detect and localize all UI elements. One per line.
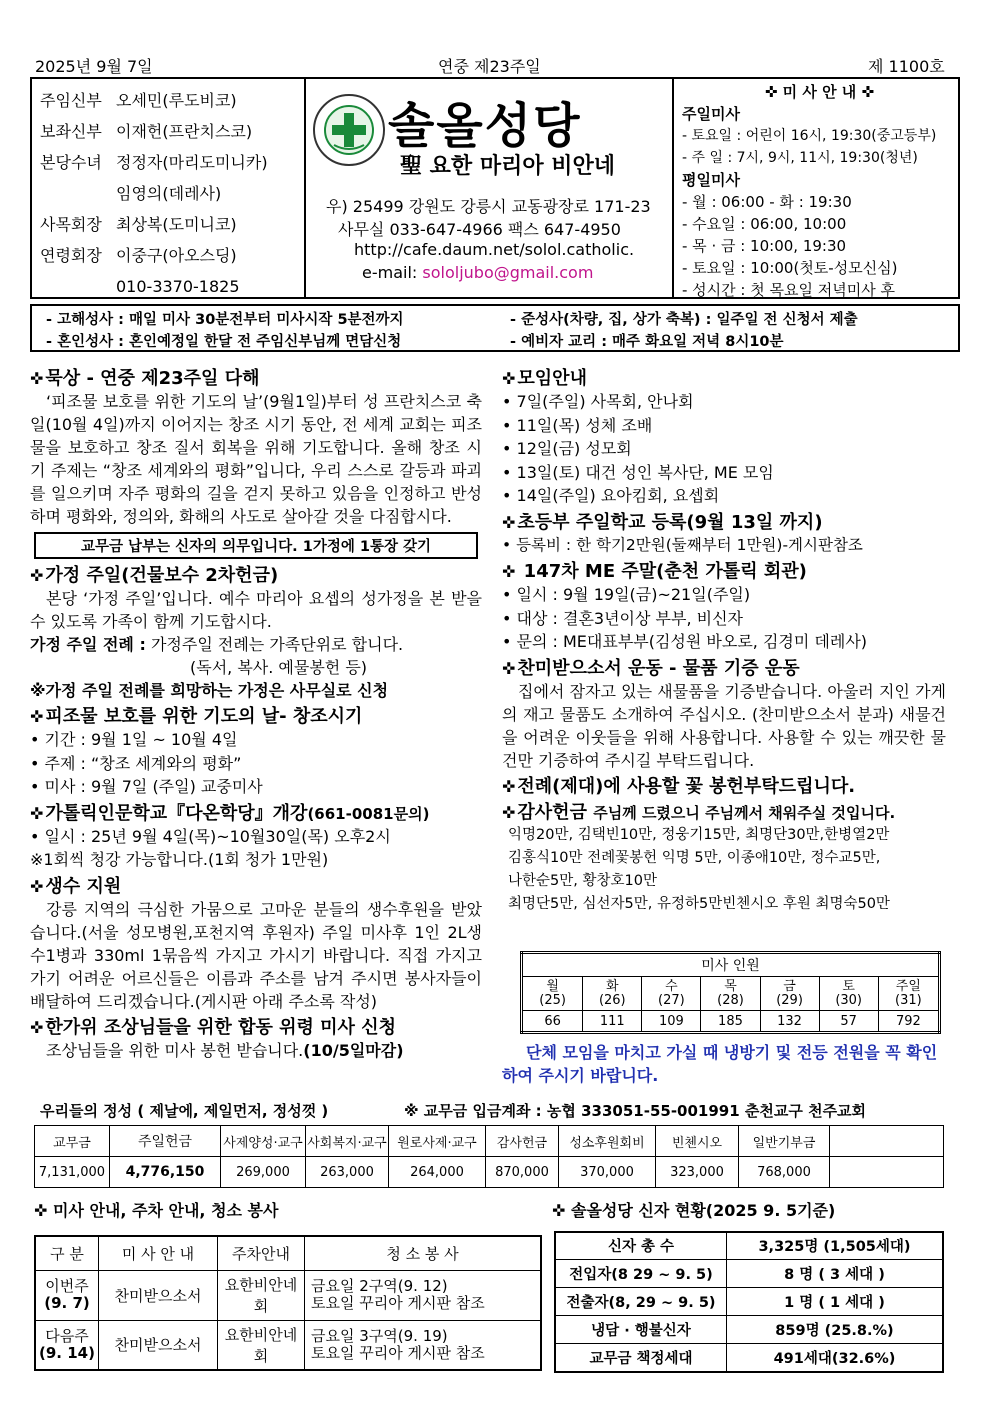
parish-seal-logo <box>312 93 386 167</box>
attendance-count: 792 <box>878 1011 939 1033</box>
sunday-school-title: 초등부 주일학교 등록(9월 13일 까지) <box>517 511 823 533</box>
creation-item: • 미사 : 9월 7일 (주일) 교중미사 <box>30 777 263 796</box>
members-label: 냉담 · 행불신자 <box>555 1315 727 1343</box>
hangawi-mass-text: 조상님들을 위한 미사 봉헌 받습니다. <box>46 1040 304 1060</box>
members-value: 8 명 ( 3 세대 ) <box>727 1259 944 1287</box>
offering-value: 263,000 <box>306 1157 389 1188</box>
mass-schedule <box>682 81 957 301</box>
service-parking: 요한비안네회 <box>218 1270 305 1320</box>
family-rite-text: 가정주일 전례는 가족단위로 합니다. <box>150 635 404 654</box>
offering-value: 323,000 <box>656 1157 739 1188</box>
weekday-mass-line: - 목 · 금 : 10:00, 19:30 <box>682 237 847 255</box>
attendance-count: 132 <box>760 1011 819 1033</box>
issue-date: 2025년 9월 7일 <box>35 57 153 76</box>
me-item: • 대상 : 결혼3년이상 부부, 비신자 <box>502 608 743 628</box>
staff-list <box>40 85 268 302</box>
thanks-line: 김홍식10만 전례꽃봉헌 익명 5만, 이종애10만, 정수교5만, <box>508 849 881 866</box>
liturgical-week: 연중 제23주일 <box>438 57 541 76</box>
offering-value <box>830 1157 944 1188</box>
service-parking: 요한비안네회 <box>218 1320 305 1370</box>
family-sunday-text: 본당 ‘가정 주일’입니다. 예수 마리아 요셉의 성가정을 본 받을 수 있도록 가족이 함께 기도합시다. <box>30 589 482 631</box>
power-off-notice: 단체 모임을 마치고 가실 때 냉방기 및 전등 전원을 꼭 확인하여 주시기 바랍니다. <box>502 1043 938 1085</box>
me-item: • 일시 : 9월 19일(금)~21일(주일) <box>502 585 751 604</box>
cross-icon: ✜ <box>34 1201 48 1220</box>
staff-name: 최상복(도미니코) <box>116 215 237 234</box>
notice-catechumen: - 예비자 교리 : 매주 화요일 저녁 8시10분 <box>510 334 784 350</box>
weekday-mass-title: 평일미사 <box>682 171 740 189</box>
service-clean: 토요일 꾸리아 게시판 참조 <box>311 1343 485 1362</box>
service-header: 청 소 봉 사 <box>305 1236 542 1270</box>
meeting-item: • 11일(목) 성체 조배 <box>502 415 653 435</box>
school-item: ※1회씩 청강 가능합니다.(1회 청가 1만원) <box>30 850 329 869</box>
donation-text: 집에서 잠자고 있는 새물품을 기증받습니다. 아울러 지인 가게의 재고 물품도 소개하여 주십시오. (찬미받으소서 분과) 새물건을 어려운 이웃들을 위해 사용합니다. 사용할 수 있는 깨끗한 물건만 기증하여 주시길 부탁드립니다. <box>502 681 946 770</box>
attendance-day: 수 (27) <box>642 977 701 1011</box>
meditation-text: ‘피조물 보호를 위한 기도의 날’(9월1일)부터 성 프란치스코 축일(10월 4일)까지 이어지는 창조 시기 동안, 전 세계 교회는 피조물을 보호하고 창조 질서 회복을 위해 기도합니다. 올해 창조 시기 주제는 “창조 세계와의 평화”입니다, 우리 스스로 갈등과 파괴를 일으키며 자주 평화의 길을 걷지 못하고 있음을 인정하고 반성하며 평화와, 정의와, 화해의 사도로 살아갈 것을 다짐합시다. <box>30 392 482 526</box>
members-value: 3,325명 (1,505세대) <box>727 1232 944 1259</box>
staff-role: 사목회장 <box>40 215 102 234</box>
service-title: 미사 안내, 주차 안내, 청소 봉사 <box>52 1201 279 1220</box>
attendance-table <box>520 951 941 1034</box>
staff-name: 이중구(아오스딩) <box>116 246 237 265</box>
offering-value: 870,000 <box>486 1157 559 1188</box>
cross-icon: ✜ <box>30 803 44 823</box>
meeting-item: • 14일(주일) 요아킴회, 요셉회 <box>502 486 720 505</box>
offering-header: 일반기부금 <box>739 1126 830 1157</box>
parish-name: 솔올성당 <box>388 98 582 154</box>
offering-value: 370,000 <box>559 1157 656 1188</box>
members-value: 859명 (25.8.%) <box>727 1315 944 1343</box>
thanks-offering-sub: 주님께 드렸으니 주님께서 채워주실 것입니다. <box>593 803 896 822</box>
cross-icon: ✜ <box>502 776 516 796</box>
cross-icon: ✜ <box>502 512 516 532</box>
attendance-day: 금 (29) <box>760 977 819 1011</box>
service-date: (9. 7) <box>44 1294 90 1312</box>
family-apply-note: ※가정 주일 전례를 희망하는 가정은 사무실로 신청 <box>30 681 389 700</box>
offering-value: 768,000 <box>739 1157 830 1188</box>
left-column <box>30 364 482 1062</box>
staff-role: 주임신부 <box>40 91 102 110</box>
attendance-count: 57 <box>819 1011 878 1033</box>
offering-account: ※ 교무금 입금계좌 : 농협 333051-55-001991 춘천교구 천주교회 <box>404 1102 867 1120</box>
members-label: 교무금 책정세대 <box>555 1343 727 1372</box>
attendance-day: 월 (25) <box>522 977 583 1011</box>
hangawi-deadline: (10/5일마감) <box>303 1040 404 1060</box>
staff-role: 연령회장 <box>40 246 102 265</box>
offering-header: 주일헌금 <box>110 1126 221 1157</box>
thanks-line: 나한순5만, 황창호10만 <box>508 872 657 889</box>
mass-schedule-title: 미 사 안 내 <box>782 83 857 101</box>
attendance-day: 화 (26) <box>583 977 642 1011</box>
members-title: 솔올성당 신자 현황(2025 9. 5기준) <box>570 1201 836 1220</box>
masthead <box>30 77 960 299</box>
members-label: 전입자(8 29 ~ 9. 5) <box>555 1259 727 1287</box>
water-support-text: 강릉 지역의 극심한 가뭄으로 고마운 분들의 생수후원을 받았습니다.(서울 성모병원,포천지역 후원자) 주일 미사후 1인 2L생수1병과 330ml 1묶음씩 가지고 가시기 바랍니다. 직접 가지고 가기 어려운 어르신들은 이름과 주소를 남겨 주시면 봉사자들이 배달하여 드리겠습니다.(게시판 아래 주소록 작성) <box>30 899 482 1011</box>
staff-name: 이재헌(프란치스코) <box>116 122 253 141</box>
family-sunday-title: 가정 주일(건물보수 2차헌금) <box>45 565 279 586</box>
notice-marriage: - 혼인성사 : 혼인예정일 한달 전 주임신부님께 면담신청 <box>46 334 402 350</box>
cross-icon: ✜ <box>764 83 778 101</box>
offering-value: 269,000 <box>221 1157 306 1188</box>
offering-table <box>34 1125 944 1188</box>
staff-name: 010-3370-1825 <box>116 277 240 296</box>
service-clean: 금요일 2구역(9. 12) <box>311 1277 448 1295</box>
sacrament-notices <box>30 304 960 352</box>
meeting-item: • 7일(주일) 사목회, 안나회 <box>502 392 694 411</box>
cross-icon: ✜ <box>502 562 516 581</box>
offering-value: 264,000 <box>389 1157 486 1188</box>
parish-phone: 사무실 033-647-4966 팩스 647-4950 <box>338 220 621 239</box>
service-week: 다음주 <box>45 1326 89 1345</box>
donation-title: 찬미받으소서 운동 - 물품 기증 운동 <box>517 657 800 679</box>
cross-icon: ✜ <box>30 1017 44 1037</box>
notice-confession: - 고해성사 : 매일 미사 30분전부터 미사시작 5분전까지 <box>46 312 404 328</box>
offering-value: 4,776,150 <box>110 1157 221 1188</box>
service-header: 구 분 <box>35 1236 99 1270</box>
service-header: 주차안내 <box>218 1236 305 1270</box>
meditation-title: 묵상 - 연중 제23주일 다해 <box>45 368 260 389</box>
service-mass: 찬미받으소서 <box>99 1270 218 1320</box>
parish-website[interactable]: http://cafe.daum.net/solol.catholic. <box>354 240 635 259</box>
cross-icon: ✜ <box>502 369 516 388</box>
sunday-mass-line: - 주 일 : 7시, 9시, 11시, 19:30(청년) <box>682 150 918 166</box>
meeting-item: • 13일(토) 대건 성인 복사단, ME 모임 <box>502 462 774 482</box>
thanks-line: 익명20만, 김택빈10만, 정웅기15만, 최명단30만,한병열2만 <box>508 826 890 843</box>
members-label: 신자 총 수 <box>555 1232 727 1259</box>
water-support-title: 생수 지원 <box>45 875 122 897</box>
weekday-mass-line: - 토요일 : 10:00(첫토-성모신심) <box>682 259 898 277</box>
service-header: 미 사 안 내 <box>99 1236 218 1270</box>
offering-header: 교무금 <box>35 1126 110 1157</box>
family-rite-sub: (독서, 복사. 예물봉헌 등) <box>190 658 368 677</box>
attendance-count: 66 <box>522 1011 583 1033</box>
sunday-mass-title: 주일미사 <box>682 105 740 123</box>
service-date: (9. 14) <box>39 1343 95 1362</box>
service-clean: 금요일 3구역(9. 19) <box>311 1326 448 1345</box>
service-table <box>34 1235 542 1371</box>
sunday-mass-line: - 토요일 : 어린이 16시, 19:30(중고등부) <box>682 128 937 144</box>
offering-header: 원로사제·교구 <box>389 1126 486 1157</box>
service-row <box>35 1320 541 1370</box>
members-table <box>554 1231 944 1373</box>
members-value: 1 명 ( 1 세대 ) <box>727 1287 944 1315</box>
weekday-mass-line: - 성시간 : 첫 목요일 저녁미사 후 <box>682 281 895 299</box>
altar-flower-title: 전례(제대)에 사용할 꽃 봉헌부탁드립니다. <box>517 775 856 797</box>
staff-name: 정정자(마리도미니카) <box>116 153 268 172</box>
offering-header: 감사헌금 <box>486 1126 559 1157</box>
humanities-school-title: 가톨릭인문학교『다온학당』개강 <box>45 802 308 824</box>
me-weekend-title: 147차 ME 주말(춘천 가톨릭 회관) <box>517 561 807 582</box>
offering-header: 사제양성·교구 <box>221 1126 306 1157</box>
service-week: 이번주 <box>45 1277 89 1295</box>
cross-icon: ✜ <box>30 876 44 896</box>
cross-icon: ✜ <box>552 1201 566 1220</box>
cross-icon: ✜ <box>861 83 875 101</box>
offering-title: 우리들의 정성 ( 제날에, 제일먼저, 정성껏 ) <box>40 1102 329 1120</box>
staff-name: 오세민(루도비코) <box>116 91 237 110</box>
parish-patron: 聖 요한 마리아 비안네 <box>400 154 615 179</box>
humanities-school-contact: (661-0081문의) <box>307 804 430 823</box>
attendance-day: 토 (30) <box>819 977 878 1011</box>
offering-header: 사회복지·교구 <box>306 1126 389 1157</box>
staff-role: 보좌신부 <box>40 122 102 141</box>
parish-email[interactable]: sololjubo@gmail.com <box>422 263 594 282</box>
right-column <box>502 364 946 916</box>
email-label: e-mail: <box>362 263 418 282</box>
weekday-mass-line: - 월 : 06:00 - 화 : 19:30 <box>682 193 852 211</box>
attendance-title: 미사 인원 <box>522 953 940 977</box>
attendance-day: 주일 (31) <box>878 977 939 1011</box>
meeting-item: • 12일(금) 성모회 <box>502 439 632 458</box>
creation-item: • 주제 : “창조 세계와의 평화” <box>30 753 242 773</box>
attendance-count: 109 <box>642 1011 701 1033</box>
thanks-line: 최명단5만, 심선자5만, 유정하5만빈첸시오 후원 최명숙50만 <box>508 895 890 912</box>
staff-name: 임영의(데레사) <box>116 184 222 203</box>
issue-number: 제 1100호 <box>868 57 945 76</box>
service-mass: 찬미받으소서 <box>99 1320 218 1370</box>
cross-icon: ✜ <box>30 707 44 726</box>
creation-season-title: 피조물 보호를 위한 기도의 날- 창조시기 <box>45 706 363 727</box>
attendance-count: 111 <box>583 1011 642 1033</box>
attendance-day: 목 (28) <box>701 977 760 1011</box>
offering-header <box>830 1126 944 1157</box>
service-clean: 토요일 꾸리아 게시판 참조 <box>311 1294 485 1312</box>
hangawi-mass-title: 한가위 조상님들을 위한 합동 위령 미사 신청 <box>45 1016 396 1038</box>
cross-icon: ✜ <box>502 658 516 678</box>
staff-role: 본당수녀 <box>40 153 102 172</box>
duty-box: 교무금 납부는 신자의 의무입니다. 1가정에 1통장 갖기 <box>34 532 478 559</box>
school-item: • 일시 : 25년 9월 4일(목)~10월30일(목) 오후2시 <box>30 826 391 846</box>
members-value: 491세대(32.6%) <box>727 1343 944 1372</box>
offering-header: 성소후원회비 <box>559 1126 656 1157</box>
sunday-school-item: • 등록비 : 한 학기2만원(둘째부터 1만원)-게시판참조 <box>502 535 863 554</box>
weekday-mass-line: - 수요일 : 06:00, 10:00 <box>682 215 847 233</box>
offering-value: 7,131,000 <box>35 1157 110 1188</box>
members-label: 전출자(8, 29 ~ 9. 5) <box>555 1287 727 1315</box>
offering-header: 빈첸시오 <box>656 1126 739 1157</box>
me-item: • 문의 : ME대표부부(김성원 바오로, 김경미 데레사) <box>502 632 868 651</box>
cross-icon: ✜ <box>502 802 516 822</box>
service-row <box>35 1270 541 1320</box>
creation-item: • 기간 : 9월 1일 ~ 10월 4일 <box>30 730 238 749</box>
notice-blessing: - 준성사(차량, 집, 상가 축복) : 일주일 전 신청서 제출 <box>510 312 858 328</box>
thanks-offering-title: 감사헌금 <box>517 801 587 823</box>
cross-icon: ✜ <box>30 369 44 388</box>
attendance-count: 185 <box>701 1011 760 1033</box>
family-rite-label: 가정 주일 전례 : <box>30 635 146 654</box>
parish-address: 우) 25499 강원도 강릉시 교동광장로 171-23 <box>326 197 651 216</box>
meeting-title: 모임안내 <box>517 368 587 389</box>
cross-icon: ✜ <box>30 566 44 585</box>
